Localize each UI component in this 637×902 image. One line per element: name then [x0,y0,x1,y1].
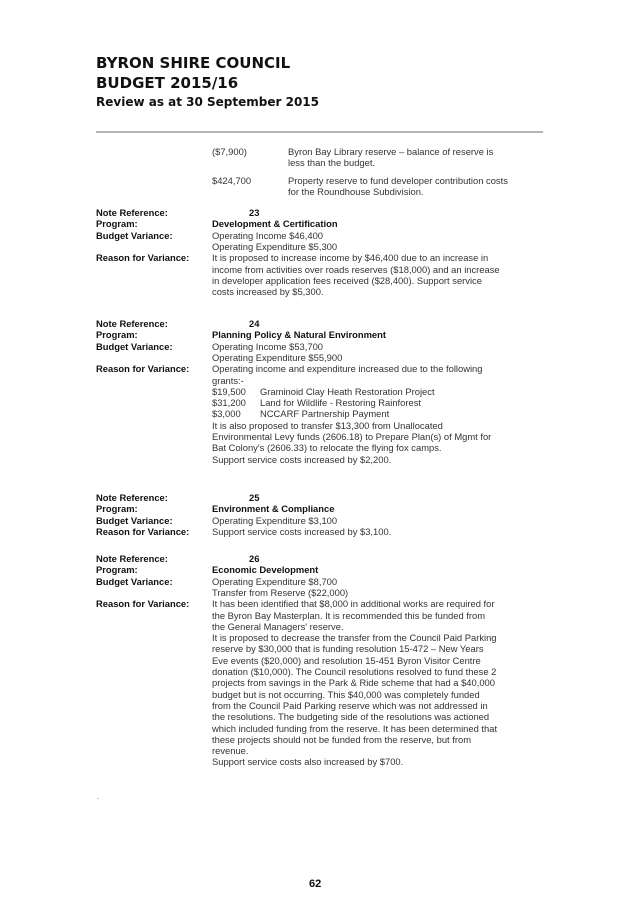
program-name: Economic Development [212,564,319,576]
budget-variance-label: Budget Variance: [96,575,173,587]
note-reference-label: Note Reference: [96,553,168,564]
reason-line: income from activities over roads reserves ($18,000) and an increase [212,263,500,275]
header-budget: BUDGET 2015/16 [96,74,239,92]
budget-variance-line: Operating Expenditure $55,900 [212,351,343,363]
header-rule [96,131,543,133]
note-reference-label: Note Reference: [96,207,168,218]
reserve-description-line: less than the budget. [288,157,376,169]
grant-description: Graminoid Clay Heath Restoration Project [260,385,435,397]
reserve-description-line: Byron Bay Library reserve – balance of reserve is [288,146,494,157]
budget-variance-line: Transfer from Reserve ($22,000) [212,586,349,598]
note-reference-number: 25 [249,492,260,503]
budget-variance-label: Budget Variance: [96,340,173,352]
reason-line: Eve events ($20,000) and resolution 15-451 Byron Visitor Centre [212,654,481,666]
budget-variance-line: Operating Income $53,700 [212,340,324,352]
budget-variance-line: Operating Expenditure $3,100 [212,514,338,526]
reason-line: Bat Colony's (2606.33) to relocate the flying fox camps. [212,442,442,454]
note-reference-label: Note Reference: [96,318,168,329]
header-review: Review as at 30 September 2015 [96,95,319,109]
reason-for-variance-label: Reason for Variance: [96,525,190,537]
budget-variance-line: Operating Expenditure $8,700 [212,575,338,587]
page-number: 62 [309,878,322,890]
reason-line: It is proposed to decrease the transfer from the Council Paid Parking [212,632,497,644]
header-org: BYRON SHIRE COUNCIL [96,54,291,72]
reason-line: Support service costs increased by $3,100. [212,525,392,537]
reason-line: projects from savings in the Park & Ride scheme that had a $40,000 [212,677,495,689]
reason-line: these projects should not be funded from the reserve, but from [212,733,471,745]
reason-line: It has been identified that $8,000 in additional works are required for [212,598,495,610]
stray-mark: . [97,792,100,801]
program-name: Planning Policy & Natural Environment [212,329,386,341]
reason-line: donation ($10,000). The Council resolutions resolved to fund these 2 [212,666,497,677]
budget-variance-label: Budget Variance: [96,514,173,526]
reason-for-variance-label: Reason for Variance: [96,598,190,610]
reserve-description-line: for the Roundhouse Subdivision. [288,185,424,197]
grant-amount: $31,200 [212,397,246,409]
program-label: Program: [96,503,138,515]
reason-line: It is also proposed to transfer $13,300 from Unallocated [212,419,443,431]
reason-line: the resolutions. The budgeting side of the resolutions was actioned [212,711,490,723]
program-label: Program: [96,218,138,230]
reason-line: the General Managers' reserve. [212,620,344,632]
reserve-amount: ($7,900) [212,146,247,157]
reason-line: grants:- [212,374,244,386]
reason-line: costs increased by $5,300. [212,286,324,298]
reason-line: Environmental Levy funds (2606.18) to Prepare Plan(s) of Mgmt for [212,431,492,442]
budget-variance-label: Budget Variance: [96,229,173,241]
reason-line: Support service costs increased by $2,200. [212,453,392,465]
note-reference-number: 23 [249,207,260,218]
reason-line: budget but is not occurring. This $40,000 was completely funded [212,688,480,700]
reason-for-variance-label: Reason for Variance: [96,252,190,264]
program-label: Program: [96,564,138,576]
program-label: Program: [96,329,138,341]
note-reference-label: Note Reference: [96,492,168,503]
reason-line: reserve by $30,000 that is funding resolution 15-472 – New Years [212,643,484,655]
note-reference-number: 26 [249,553,260,564]
reserve-description-line: Property reserve to fund developer contribution costs [288,174,508,186]
grant-amount: $3,000 [212,408,241,420]
grant-description: Land for Wildlife - Restoring Rainforest [260,397,422,409]
budget-variance-line: Operating Expenditure $5,300 [212,240,338,252]
reason-line: It is proposed to increase income by $46,400 due to an increase in [212,252,489,264]
reason-line: the Byron Bay Masterplan. It is recommended this be funded from [212,609,486,621]
budget-variance-line: Operating Income $46,400 [212,229,324,241]
reserve-amount: $424,700 [212,174,252,186]
reason-line: Operating income and expenditure increased due to the following [212,363,483,375]
grant-amount: $19,500 [212,385,246,397]
program-name: Environment & Compliance [212,503,335,515]
reason-line: Support service costs also increased by $700. [212,756,404,768]
reason-line: from the Council Paid Parking reserve which was not addressed in [212,699,488,711]
reason-line: in developer application fees received ($28,400). Support service [212,274,482,286]
program-name: Development & Certification [212,218,338,230]
note-reference-number: 24 [249,318,260,329]
grant-description: NCCARF Partnership Payment [260,408,390,420]
reason-line: revenue. [212,745,249,757]
reason-line: which included funding from the reserve. It has been determined that [212,722,498,734]
reason-for-variance-label: Reason for Variance: [96,363,190,375]
